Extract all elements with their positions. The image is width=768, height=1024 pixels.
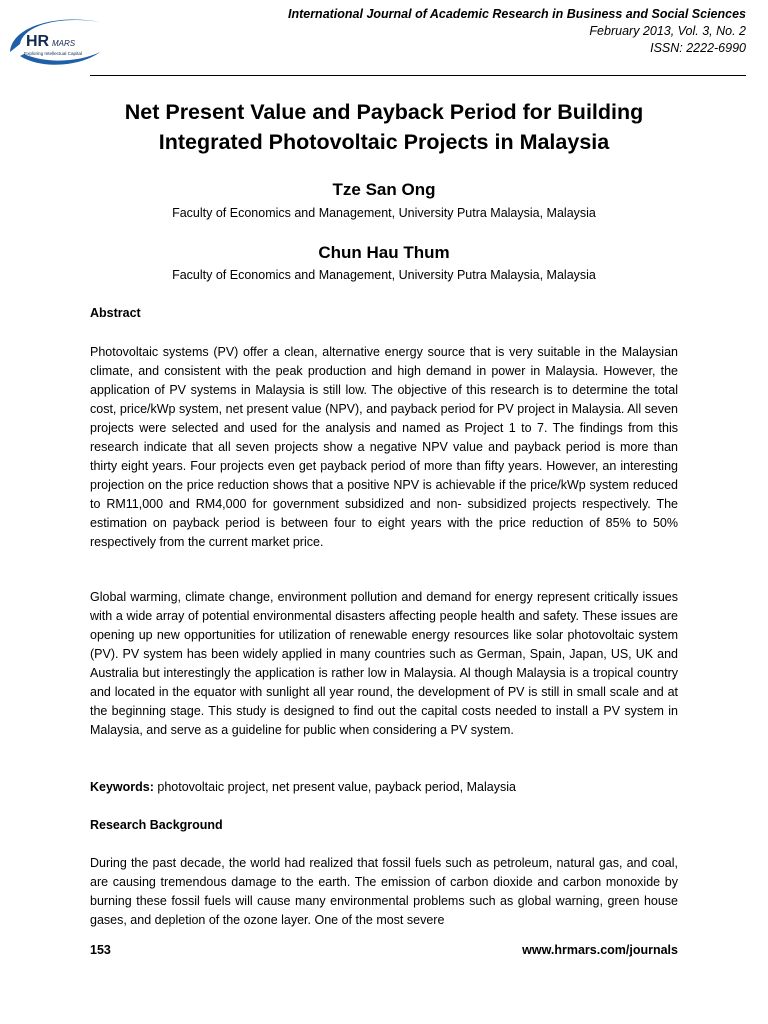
title-line-2: Integrated Photovoltaic Projects in Malaysia bbox=[158, 130, 610, 154]
abstract-heading: Abstract bbox=[90, 306, 141, 320]
abstract-paragraph: Global warming, climate change, environment pollution and demand for energy represent critically issues with a wide array of potential environmental disasters affecting people health and safety. These issues are opening up new opportunities for utilization of renewable energy resources like solar photovoltaic system (PV). PV system has been widely applied in many countries such as German, Spain, Japan, US, UK and Australia but interestingly the application is rather low in Malaysia. Al though Malaysia is a tropical country and located in the equator with sunlight all year round, the development of PV is still in small scale and at the beginning stage. This study is designed to find out the capital costs needed to install a PV system in Malaysia, and serve as a guideline for public when considering a PV system. bbox=[90, 590, 678, 737]
journal-issue: February 2013, Vol. 3, No. 2 bbox=[589, 24, 746, 38]
svg-text:HR: HR bbox=[26, 33, 50, 50]
journal-issn: ISSN: 2222-6990 bbox=[650, 41, 746, 55]
paper-title bbox=[90, 97, 678, 157]
journal-name: International Journal of Academic Research in Business and Social Sciences bbox=[287, 7, 746, 21]
section-heading: Research Background bbox=[90, 818, 223, 832]
title-line-1: Net Present Value and Payback Period for Building bbox=[124, 100, 644, 124]
author-name: Chun Hau Thum bbox=[318, 243, 450, 262]
svg-text:Exploring Intellectual Capital: Exploring Intellectual Capital bbox=[24, 51, 82, 56]
keywords-list: photovoltaic project, net present value, payback period, Malaysia bbox=[153, 780, 516, 794]
svg-text:MARS: MARS bbox=[52, 39, 76, 48]
author-affiliation: Faculty of Economics and Management, University Putra Malaysia, Malaysia bbox=[172, 268, 596, 282]
page-number: 153 bbox=[90, 943, 111, 957]
background-paragraph: During the past decade, the world had realized that fossil fuels such as petroleum, natural gas, and coal, are causing tremendous damage to the earth. The emission of carbon dioxide and carbon monoxide by burning these fossil fuels will cause many environmental problems such as global warning, green house gases, and depletion of the ozone layer. One of the most severe bbox=[90, 856, 678, 927]
abstract-paragraph: Photovoltaic systems (PV) offer a clean, alternative energy source that is very suitable in the Malaysian climate, and consistent with the peak production and high demand in power in Malaysia. However, the application of PV systems in Malaysia is still low. The objective of this research is to determine the total cost, price/kWp system, net present value (NPV), and payback period for PV project in Malaysia. All seven projects were selected and used for the analysis and named as Project 1 to 7. The findings from this research indicate that all seven projects show a negative NPV value and payback period is more than thirty eight years. Four projects even get payback period of more than fifty years. However, an interesting projection on the price reduction shows that a positive NPV is achievable if the price/kWp system reduced to RM11,000 and RM4,000 for government subsidized and non- subsidized projects respectively. The estimation on payback period is between four to eight years with the price reduction of 85% to 50% respectively from the current market price. bbox=[90, 345, 678, 549]
hrmars-logo bbox=[2, 8, 102, 70]
keywords bbox=[90, 780, 678, 794]
author-affiliation: Faculty of Economics and Management, University Putra Malaysia, Malaysia bbox=[172, 206, 596, 220]
header-rule bbox=[90, 75, 746, 76]
journal-url: www.hrmars.com/journals bbox=[522, 943, 678, 957]
keywords-label: Keywords: bbox=[90, 780, 154, 794]
journal-header bbox=[288, 6, 746, 57]
author-name: Tze San Ong bbox=[332, 180, 436, 199]
